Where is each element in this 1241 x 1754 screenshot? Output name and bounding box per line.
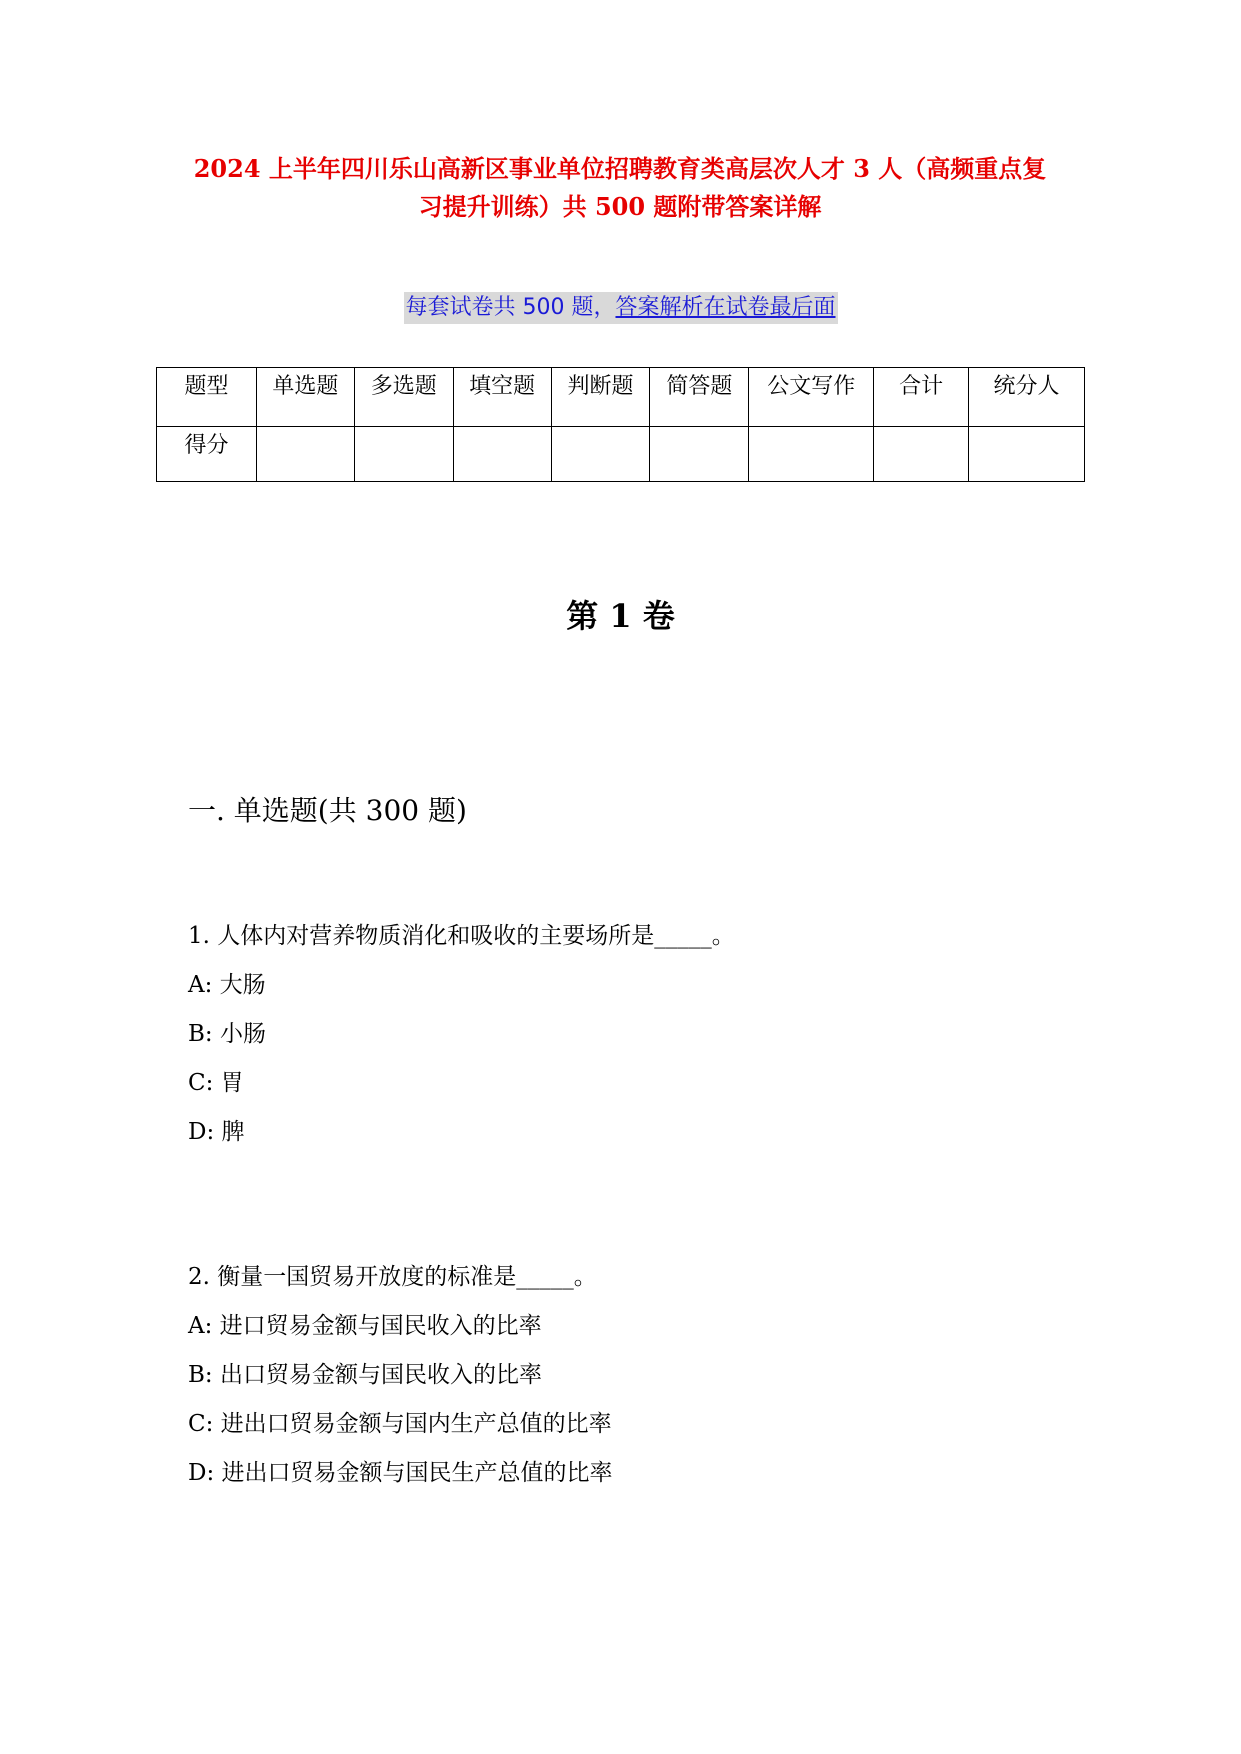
score-cell <box>874 427 969 482</box>
score-cell <box>256 427 354 482</box>
score-table-header-row <box>157 368 1085 427</box>
volume-title: 第 1 卷 <box>566 597 675 635</box>
subtitle <box>404 292 838 324</box>
score-cell <box>749 427 874 482</box>
question-option-d: D: 进出口贸易金额与国民生产总值的比率 <box>188 1460 613 1486</box>
score-cell <box>969 427 1085 482</box>
question-1 <box>188 912 735 1157</box>
question-option-b: B: 出口贸易金额与国民收入的比率 <box>188 1362 542 1388</box>
score-table-score-row <box>157 427 1085 482</box>
table-header-cell: 多选题 <box>354 368 453 427</box>
question-option-c: C: 胃 <box>188 1070 244 1096</box>
question-option-c: C: 进出口贸易金额与国内生产总值的比率 <box>188 1411 612 1437</box>
document-title <box>150 150 1090 226</box>
question-stem: 1. 人体内对营养物质消化和吸收的主要场所是_____。 <box>188 923 735 949</box>
score-cell <box>453 427 551 482</box>
table-header-cell: 填空题 <box>453 368 551 427</box>
subtitle-container <box>0 292 1241 324</box>
question-2 <box>188 1253 613 1498</box>
score-cell <box>650 427 749 482</box>
question-option-d: D: 脾 <box>188 1119 245 1145</box>
subtitle-part-2: 答案解析在试卷最后面 <box>615 295 836 320</box>
table-header-cell: 单选题 <box>256 368 354 427</box>
table-header-cell: 统分人 <box>969 368 1085 427</box>
question-option-b: B: 小肠 <box>188 1021 266 1047</box>
score-table <box>156 367 1085 482</box>
table-header-cell: 合计 <box>874 368 969 427</box>
question-stem: 2. 衡量一国贸易开放度的标准是_____。 <box>188 1264 597 1290</box>
document-title-line-2: 习提升训练）共 500 题附带答案详解 <box>418 192 822 221</box>
question-option-a: A: 进口贸易金额与国民收入的比率 <box>188 1313 542 1339</box>
score-row-label: 得分 <box>157 427 257 482</box>
table-header-cell: 公文写作 <box>749 368 874 427</box>
table-header-cell: 简答题 <box>650 368 749 427</box>
subtitle-part-1: 每套试卷共 500 题， <box>405 295 616 320</box>
score-cell <box>551 427 650 482</box>
section-title: 一. 单选题(共 300 题) <box>188 794 467 827</box>
table-header-cell: 题型 <box>157 368 257 427</box>
question-option-a: A: 大肠 <box>188 972 266 998</box>
document-title-line-1: 2024 上半年四川乐山高新区事业单位招聘教育类高层次人才 3 人（高频重点复 <box>193 154 1047 183</box>
score-cell <box>354 427 453 482</box>
table-header-cell: 判断题 <box>551 368 650 427</box>
